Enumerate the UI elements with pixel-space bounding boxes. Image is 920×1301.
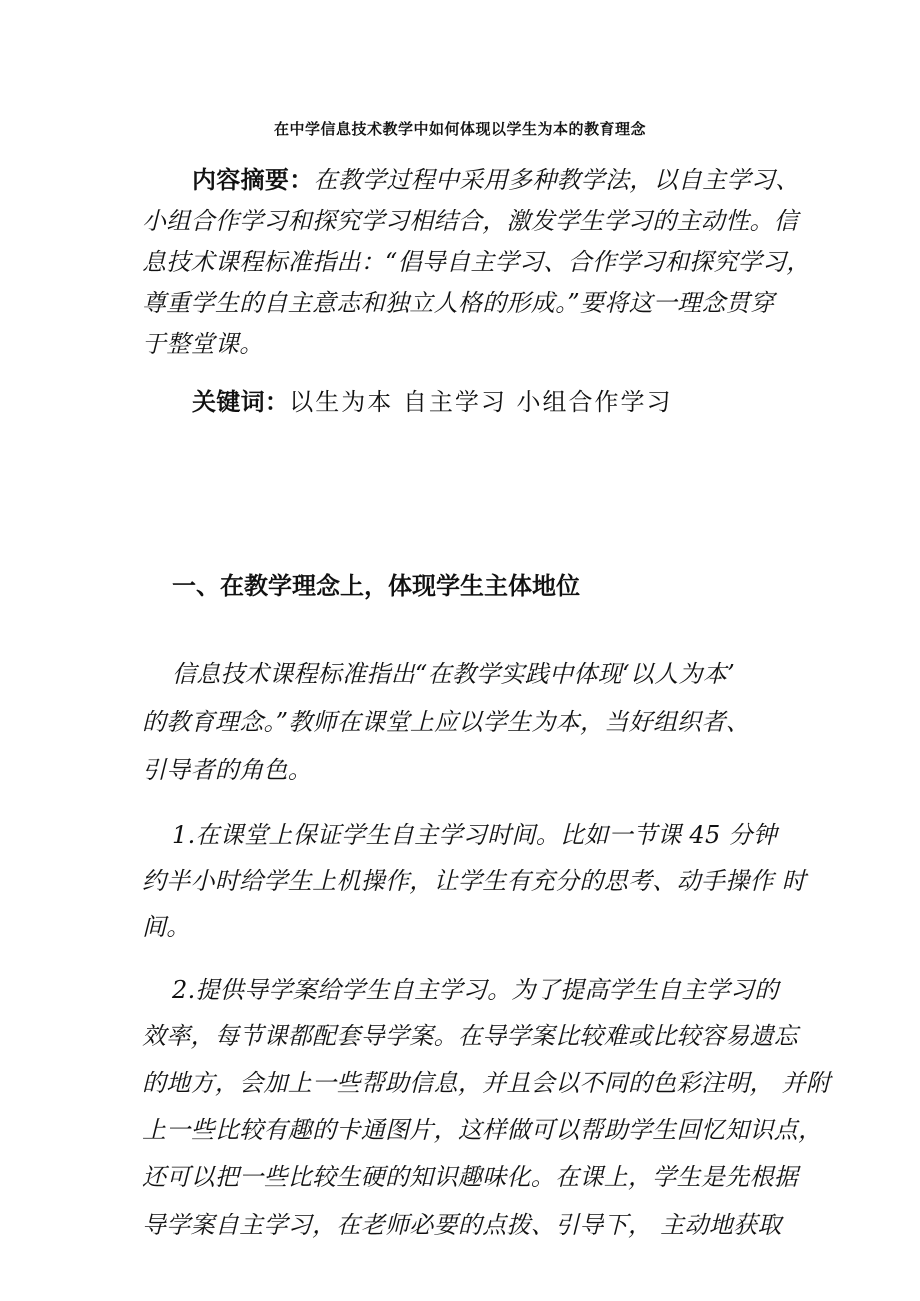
abstract-line-4: 尊重学生的自主意志和独立人格的形成。”要将这一理念贯穿 (142, 289, 775, 317)
intro-line-3: 引导者的角色。 (142, 756, 313, 784)
item2-line-6: 导学案自主学习，在老师必要的点拨、引导下， 主动地获取 (142, 1211, 782, 1239)
item2-line-3: 的地方，会加上一些帮助信息，并且会以不同的色彩注明， 并附 (142, 1069, 831, 1097)
intro-line-2: 的教育理念。”教师在课堂上应以学生为本，当好组织者、 (142, 708, 751, 736)
item1-line-3: 间。 (142, 913, 191, 941)
item1-line-1: 1.在课堂上保证学生自主学习时间。比如一节课 45 分钟 (172, 821, 778, 849)
intro-line-1: 信息技术课程标准指出“在教学实践中体现‘以人为本’ (172, 660, 736, 688)
item2-line-2: 效率，每节课都配套导学案。在导学案比较难或比较容易遗忘 (142, 1022, 799, 1050)
item2-line-4: 上一些比较有趣的卡通图片，这样做可以帮助学生回忆知识点， (142, 1116, 823, 1144)
keywords-line (192, 382, 672, 417)
item2-line-1: 2.提供导学案给学生自主学习。为了提高学生自主学习的 (172, 976, 779, 1004)
abstract-line-5: 于整堂课。 (142, 330, 264, 358)
abstract-line-1 (192, 160, 800, 195)
item2-line-5: 还可以把一些比较生硬的知识趣味化。在课上，学生是先根据 (142, 1163, 799, 1191)
item1-line-2: 约半小时给学生上机操作，让学生有充分的思考、动手操作 时 (142, 867, 807, 895)
document-title: 在中学信息技术教学中如何体现以学生为本的教育理念 (273, 120, 646, 138)
abstract-line-3: 息技术课程标准指出：“倡导自主学习、合作学习和探究学习， (142, 248, 811, 276)
abstract-text-1: 在教学过程中采用多种教学法，以自主学习、 (313, 166, 800, 194)
abstract-label: 内容摘要： (192, 166, 314, 194)
abstract-line-2: 小组合作学习和探究学习相结合，激发学生学习的主动性。信 (142, 207, 799, 235)
section-1-heading: 一、在教学理念上，体现学生主体地位 (172, 572, 580, 600)
keywords-label: 关键词： (192, 388, 290, 416)
keywords-value: 以生为本 自主学习 小组合作学习 (289, 388, 673, 416)
